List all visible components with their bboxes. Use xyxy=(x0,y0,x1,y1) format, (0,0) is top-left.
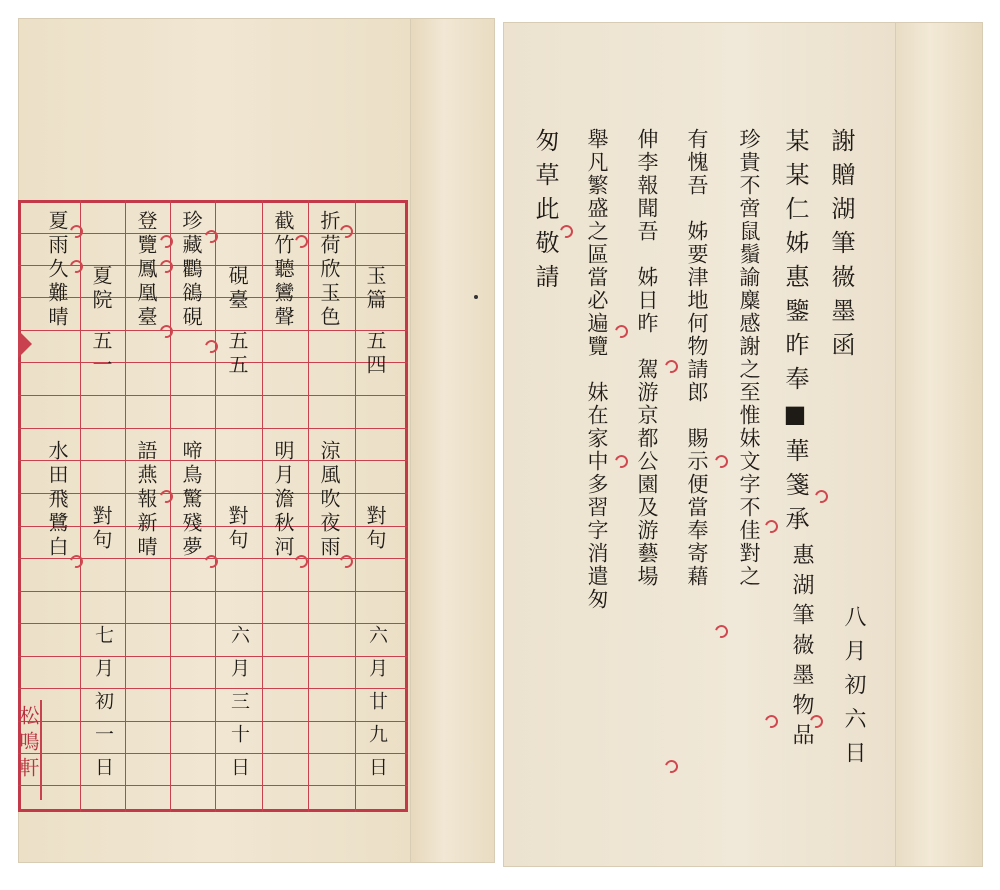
left-page-fold xyxy=(410,18,495,863)
grid-col-6-top: 登覽鳳凰臺 xyxy=(134,210,158,330)
grid-col-2-top: 折荷欣玉色 xyxy=(317,210,341,330)
grid-col-3-top: 截竹聽鸞聲 xyxy=(271,210,295,330)
grid-col-1-num: 五四 xyxy=(363,330,387,378)
letter-line-2: 惠湖筆嶶墨物品 xyxy=(789,543,814,753)
grid-rule xyxy=(18,656,408,657)
letter-line-5: 伸李報聞吾 姊日昨 駕游京都公園及游藝場 xyxy=(635,128,659,588)
grid-col-4-num: 五五 xyxy=(225,330,249,378)
grid-rule xyxy=(18,785,408,786)
grid-col-7-date: 七月初一日 xyxy=(92,625,114,790)
grid-col-7-top: 夏院 xyxy=(89,265,113,313)
grid-col-1-date: 六月廿九日 xyxy=(366,625,388,790)
grid-col-4-middle: 對句 xyxy=(225,505,249,553)
letter-line-6: 舉凡繁盛之區當必遍覽 妹在家中多習字消遣匆 xyxy=(585,128,609,611)
grid-col-5-middle: 啼鳥驚殘夢 xyxy=(179,440,203,560)
grid-notch xyxy=(18,330,32,358)
binding-dot xyxy=(474,295,478,299)
grid-col-3-middle: 明月澹秋河 xyxy=(271,440,295,560)
letter-title: 謝贈湖筆嶶墨函 xyxy=(827,128,855,366)
grid-col-1-top: 玉篇 xyxy=(363,265,387,313)
grid-rule xyxy=(18,460,408,461)
grid-col-4-top: 硯臺 xyxy=(225,265,249,313)
seal-text: 松鳴軒 xyxy=(16,705,40,783)
letter-date: 八月初六日 xyxy=(841,605,866,775)
right-page-fold xyxy=(895,22,983,867)
grid-col-7-middle: 對句 xyxy=(89,505,113,553)
grid-col-8-middle: 水田飛鷺白 xyxy=(45,440,69,560)
grid-rule xyxy=(18,362,408,363)
grid-rule xyxy=(18,526,408,527)
grid-rule xyxy=(18,753,408,754)
grid-rule xyxy=(18,395,408,396)
grid-col-1-middle: 對句 xyxy=(363,505,387,553)
grid-col-8-top: 夏雨久難晴 xyxy=(45,210,69,330)
grid-rule xyxy=(18,493,408,494)
grid-rule xyxy=(18,330,408,331)
letter-line-7: 匆草此敬請 xyxy=(531,128,559,298)
grid-rule xyxy=(18,721,408,722)
grid-col-6-middle: 語燕報新晴 xyxy=(134,440,158,560)
grid-col-4-date: 六月三十日 xyxy=(228,625,250,790)
letter-line-3: 珍貴不啻鼠鬚諭麋感謝之至惟妹文字不佳對之 xyxy=(737,128,761,588)
grid-col-7-num: 五一 xyxy=(89,330,113,378)
grid-col-2-middle: 涼風吹夜雨 xyxy=(317,440,341,560)
grid-rule xyxy=(18,623,408,624)
grid-rule xyxy=(18,297,408,298)
grid-rule xyxy=(18,591,408,592)
letter-line-4: 有愧吾 姊要津地何物請郎 賜示便當奉寄藉 xyxy=(685,128,709,588)
grid-rule xyxy=(18,428,408,429)
letter-line-1: 某某仁姊惠鑒昨奉■華箋承 xyxy=(781,128,809,540)
grid-col-5-top: 珍藏鸜鵒硯 xyxy=(179,210,203,330)
grid-rule xyxy=(18,688,408,689)
